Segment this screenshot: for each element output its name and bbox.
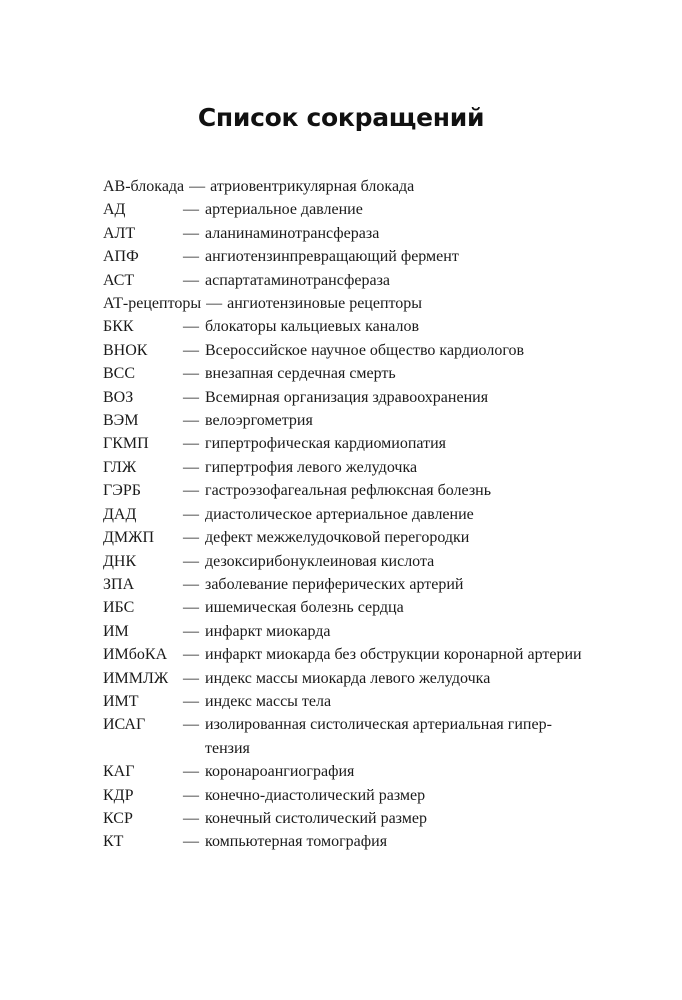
abbreviation-definition: атриовентрикулярная блокада <box>210 178 415 195</box>
abbreviation-definition: диастолическое артериальное давление <box>205 505 474 523</box>
abbreviation-definition: компьютерная томография <box>205 833 388 851</box>
abbreviation-definition: ангиотензиновые рецепторы <box>227 295 423 313</box>
abbreviation-definition: Всероссийское научное общество кардиологов <box>205 341 525 359</box>
em-dash: — <box>183 412 199 430</box>
abbreviation-definition: артериальное давление <box>205 201 363 219</box>
abbreviation-term: ИМТ <box>103 692 139 710</box>
abbreviation-entry <box>103 315 583 338</box>
abbreviation-definition: велоэргометрия <box>205 412 313 430</box>
em-dash: — <box>183 716 199 734</box>
abbreviation-definition: ишемическая болезнь сердца <box>205 599 404 617</box>
abbreviation-definition: конечно-диастолический размер <box>205 786 426 804</box>
abbreviation-definition: коронароангиография <box>205 763 355 781</box>
abbreviation-entry <box>103 573 583 596</box>
em-dash: — <box>189 178 206 195</box>
abbreviation-term: ГКМП <box>103 435 149 453</box>
abbreviation-entry <box>103 386 583 409</box>
em-dash: — <box>183 365 199 383</box>
abbreviation-entry <box>103 245 583 268</box>
abbreviation-definition: индекс массы тела <box>205 692 332 710</box>
abbreviation-definition: конечный систолический размер <box>205 809 427 827</box>
abbreviation-term: ИМ <box>103 622 129 640</box>
em-dash: — <box>183 505 199 523</box>
abbreviation-term: ГЭРБ <box>103 482 141 500</box>
abbreviation-term: ИСАГ <box>103 716 146 734</box>
em-dash: — <box>183 341 199 359</box>
abbreviation-term: АЛТ <box>103 224 136 242</box>
abbreviation-definition: гипертрофия левого желудочка <box>205 458 418 476</box>
abbreviation-term: ЗПА <box>103 575 135 593</box>
abbreviation-term: АПФ <box>103 248 139 266</box>
abbreviation-entry <box>103 807 583 830</box>
abbreviation-term: ИМбоКА <box>103 646 168 664</box>
abbreviation-definition: заболевание периферических артерий <box>205 575 464 593</box>
abbreviation-term: ДМЖП <box>103 529 155 547</box>
abbreviation-entry <box>103 690 583 713</box>
abbreviation-entry <box>103 667 583 690</box>
abbreviation-entry <box>103 643 583 666</box>
em-dash: — <box>183 318 199 336</box>
em-dash: — <box>183 271 199 289</box>
abbreviation-term: АД <box>103 201 126 219</box>
abbreviation-definition: гастроэзофагеальная рефлюксная болезнь <box>205 482 491 500</box>
abbreviation-term: ВНОК <box>103 341 148 359</box>
abbreviation-term: АСТ <box>103 271 135 289</box>
abbreviation-definition: внезапная сердечная смерть <box>205 365 396 383</box>
abbreviation-entry <box>103 596 583 619</box>
abbreviation-term: ДАД <box>103 505 137 523</box>
abbreviation-entry <box>103 269 583 292</box>
abbreviation-term: ИММЛЖ <box>103 669 169 687</box>
abbreviation-term: ГЛЖ <box>103 458 137 476</box>
em-dash: — <box>183 692 199 710</box>
abbreviation-definition: ангиотензинпревращающий фермент <box>205 248 459 266</box>
abbreviation-entry <box>103 409 583 432</box>
abbreviation-entry <box>103 784 583 807</box>
abbreviation-entry <box>103 198 583 221</box>
em-dash: — <box>183 763 199 781</box>
abbreviation-term: БКК <box>103 318 134 336</box>
abbreviation-entry <box>103 760 583 783</box>
em-dash: — <box>183 809 199 827</box>
abbreviation-entry <box>103 830 583 853</box>
abbreviation-term: КСР <box>103 809 133 827</box>
em-dash: — <box>183 224 199 242</box>
em-dash: — <box>183 388 199 406</box>
abbreviation-term: КАГ <box>103 763 135 781</box>
abbreviation-term: ВЭМ <box>103 412 139 430</box>
em-dash: — <box>183 435 199 453</box>
abbreviation-term: ИБС <box>103 599 135 617</box>
abbreviation-entry <box>103 526 583 549</box>
abbreviation-term: ВОЗ <box>103 388 134 406</box>
abbreviation-term: АТ-рецепторы <box>103 295 202 313</box>
abbreviation-definition: дефект межжелудочковой перегородки <box>205 529 470 547</box>
abbreviation-entry <box>103 175 583 198</box>
abbreviation-term: КТ <box>103 833 124 851</box>
abbreviation-list <box>103 175 583 854</box>
em-dash: — <box>183 575 199 593</box>
abbreviation-entry <box>103 339 583 362</box>
em-dash: — <box>183 552 199 570</box>
abbreviation-term: ВСС <box>103 365 136 383</box>
abbreviation-entry <box>103 479 583 502</box>
abbreviation-definition: аланинаминотрансфераза <box>205 224 380 242</box>
em-dash: — <box>183 201 199 219</box>
abbreviation-entry <box>103 503 583 526</box>
em-dash: — <box>183 646 199 664</box>
em-dash: — <box>183 786 199 804</box>
abbreviation-definition: изолированная систолическая артериальная гипер-тензия <box>205 716 552 757</box>
abbreviation-term: ДНК <box>103 552 137 570</box>
abbreviation-entry <box>103 620 583 643</box>
abbreviation-entry <box>103 432 583 455</box>
abbreviation-entry <box>103 550 583 573</box>
abbreviation-definition: инфаркт миокарда <box>205 622 331 640</box>
em-dash: — <box>183 833 199 851</box>
em-dash: — <box>183 622 199 640</box>
em-dash: — <box>206 295 223 313</box>
abbreviation-definition: индекс массы миокарда левого желудочка <box>205 669 491 687</box>
abbreviation-entry <box>103 713 583 760</box>
abbreviation-definition: Всемирная организация здравоохранения <box>205 388 489 406</box>
em-dash: — <box>183 458 199 476</box>
abbreviation-entry <box>103 292 583 315</box>
abbreviation-definition: дезоксирибонуклеиновая кислота <box>205 552 435 570</box>
em-dash: — <box>183 529 199 547</box>
em-dash: — <box>183 248 199 266</box>
abbreviation-definition: блокаторы кальциевых каналов <box>205 318 420 336</box>
abbreviation-entry <box>103 222 583 245</box>
em-dash: — <box>183 482 199 500</box>
abbreviation-entry <box>103 456 583 479</box>
page-title: Список сокращений <box>197 103 485 132</box>
abbreviation-definition: гипертрофическая кардиомиопатия <box>205 435 447 453</box>
em-dash: — <box>183 669 199 687</box>
abbreviation-term: КДР <box>103 786 134 804</box>
abbreviation-definition: инфаркт миокарда без обструкции коронарной артерии <box>205 646 582 664</box>
abbreviation-entry <box>103 362 583 385</box>
abbreviation-term: АВ-блокада <box>103 178 185 195</box>
abbreviation-definition: аспартатаминотрансфераза <box>205 271 390 289</box>
em-dash: — <box>183 599 199 617</box>
